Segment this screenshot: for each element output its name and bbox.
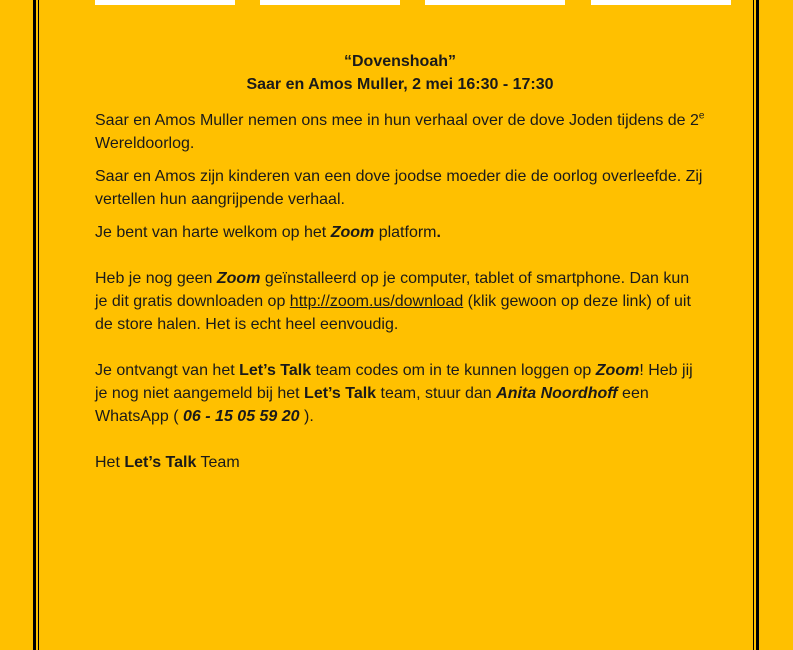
zoom-download-link[interactable]: http://zoom.us/download <box>289 293 464 310</box>
codes-part4: team, stuur dan <box>376 385 497 402</box>
signoff-paragraph <box>95 451 705 474</box>
intro-paragraph-2: Saar en Amos zijn kinderen van een dove joodse moeder die de oorlog overleefde. Zij vertellen hun aangrijpende verhaal. <box>95 168 703 208</box>
signoff-team: Let’s Talk <box>124 454 197 471</box>
page-border-right-thin <box>753 0 754 650</box>
codes-part2: team codes om in te kunnen loggen op <box>311 362 596 379</box>
codes-paragraph <box>95 359 705 428</box>
welcome-zoom: Zoom <box>330 224 375 241</box>
announcement <box>95 50 705 484</box>
page-border-left-thick <box>33 0 36 650</box>
intro-paragraph-1 <box>95 109 705 155</box>
codes-team1: Let’s Talk <box>239 362 312 379</box>
welcome-paragraph <box>95 221 705 244</box>
install-paragraph <box>95 267 705 336</box>
install-part3: (klik gewoon op deze link) of uit de store halen. Het is echt heel eenvoudig. <box>95 293 691 333</box>
codes-zoom: Zoom <box>595 362 640 379</box>
top-box-3 <box>425 0 565 5</box>
codes-team2: Let’s Talk <box>304 385 377 402</box>
welcome-before: Je bent van harte welkom op het <box>95 224 331 241</box>
contact-name: Anita Noordhoff <box>496 385 618 402</box>
install-zoom: Zoom <box>216 270 261 287</box>
intro-p1-superscript: e <box>698 110 705 122</box>
intro-p1-text: Saar en Amos Muller nemen ons mee in hun verhaal over de dove Joden tijdens de 2 <box>95 112 699 129</box>
signoff-suffix: Team <box>196 454 240 471</box>
codes-part3: ! Heb jij je nog niet aangemeld bij het <box>95 362 693 402</box>
top-box-1 <box>95 0 235 5</box>
intro-p1-end: Wereldoorlog. <box>95 135 195 152</box>
top-box-2 <box>260 0 400 5</box>
codes-part6: ). <box>299 408 314 425</box>
welcome-after: platform <box>374 224 437 241</box>
page-border-right-thick <box>756 0 759 650</box>
install-part1: Heb je nog geen <box>95 270 217 287</box>
event-subtitle: Saar en Amos Muller, 2 mei 16:30 - 17:30 <box>246 76 554 93</box>
install-part2: geïnstalleerd op je computer, tablet of smartphone. Dan kun je dit gratis downloaden op <box>95 270 690 310</box>
top-box-4 <box>591 0 731 5</box>
contact-phone: 06 - 15 05 59 20 <box>183 408 300 425</box>
signoff-prefix: Het <box>95 454 125 471</box>
event-title: “Dovenshoah” <box>343 53 456 70</box>
welcome-dot: . <box>436 224 441 241</box>
page-border-left-thin <box>38 0 39 650</box>
codes-part5: een WhatsApp ( <box>95 385 649 425</box>
codes-part1: Je ontvangt van het <box>95 362 240 379</box>
